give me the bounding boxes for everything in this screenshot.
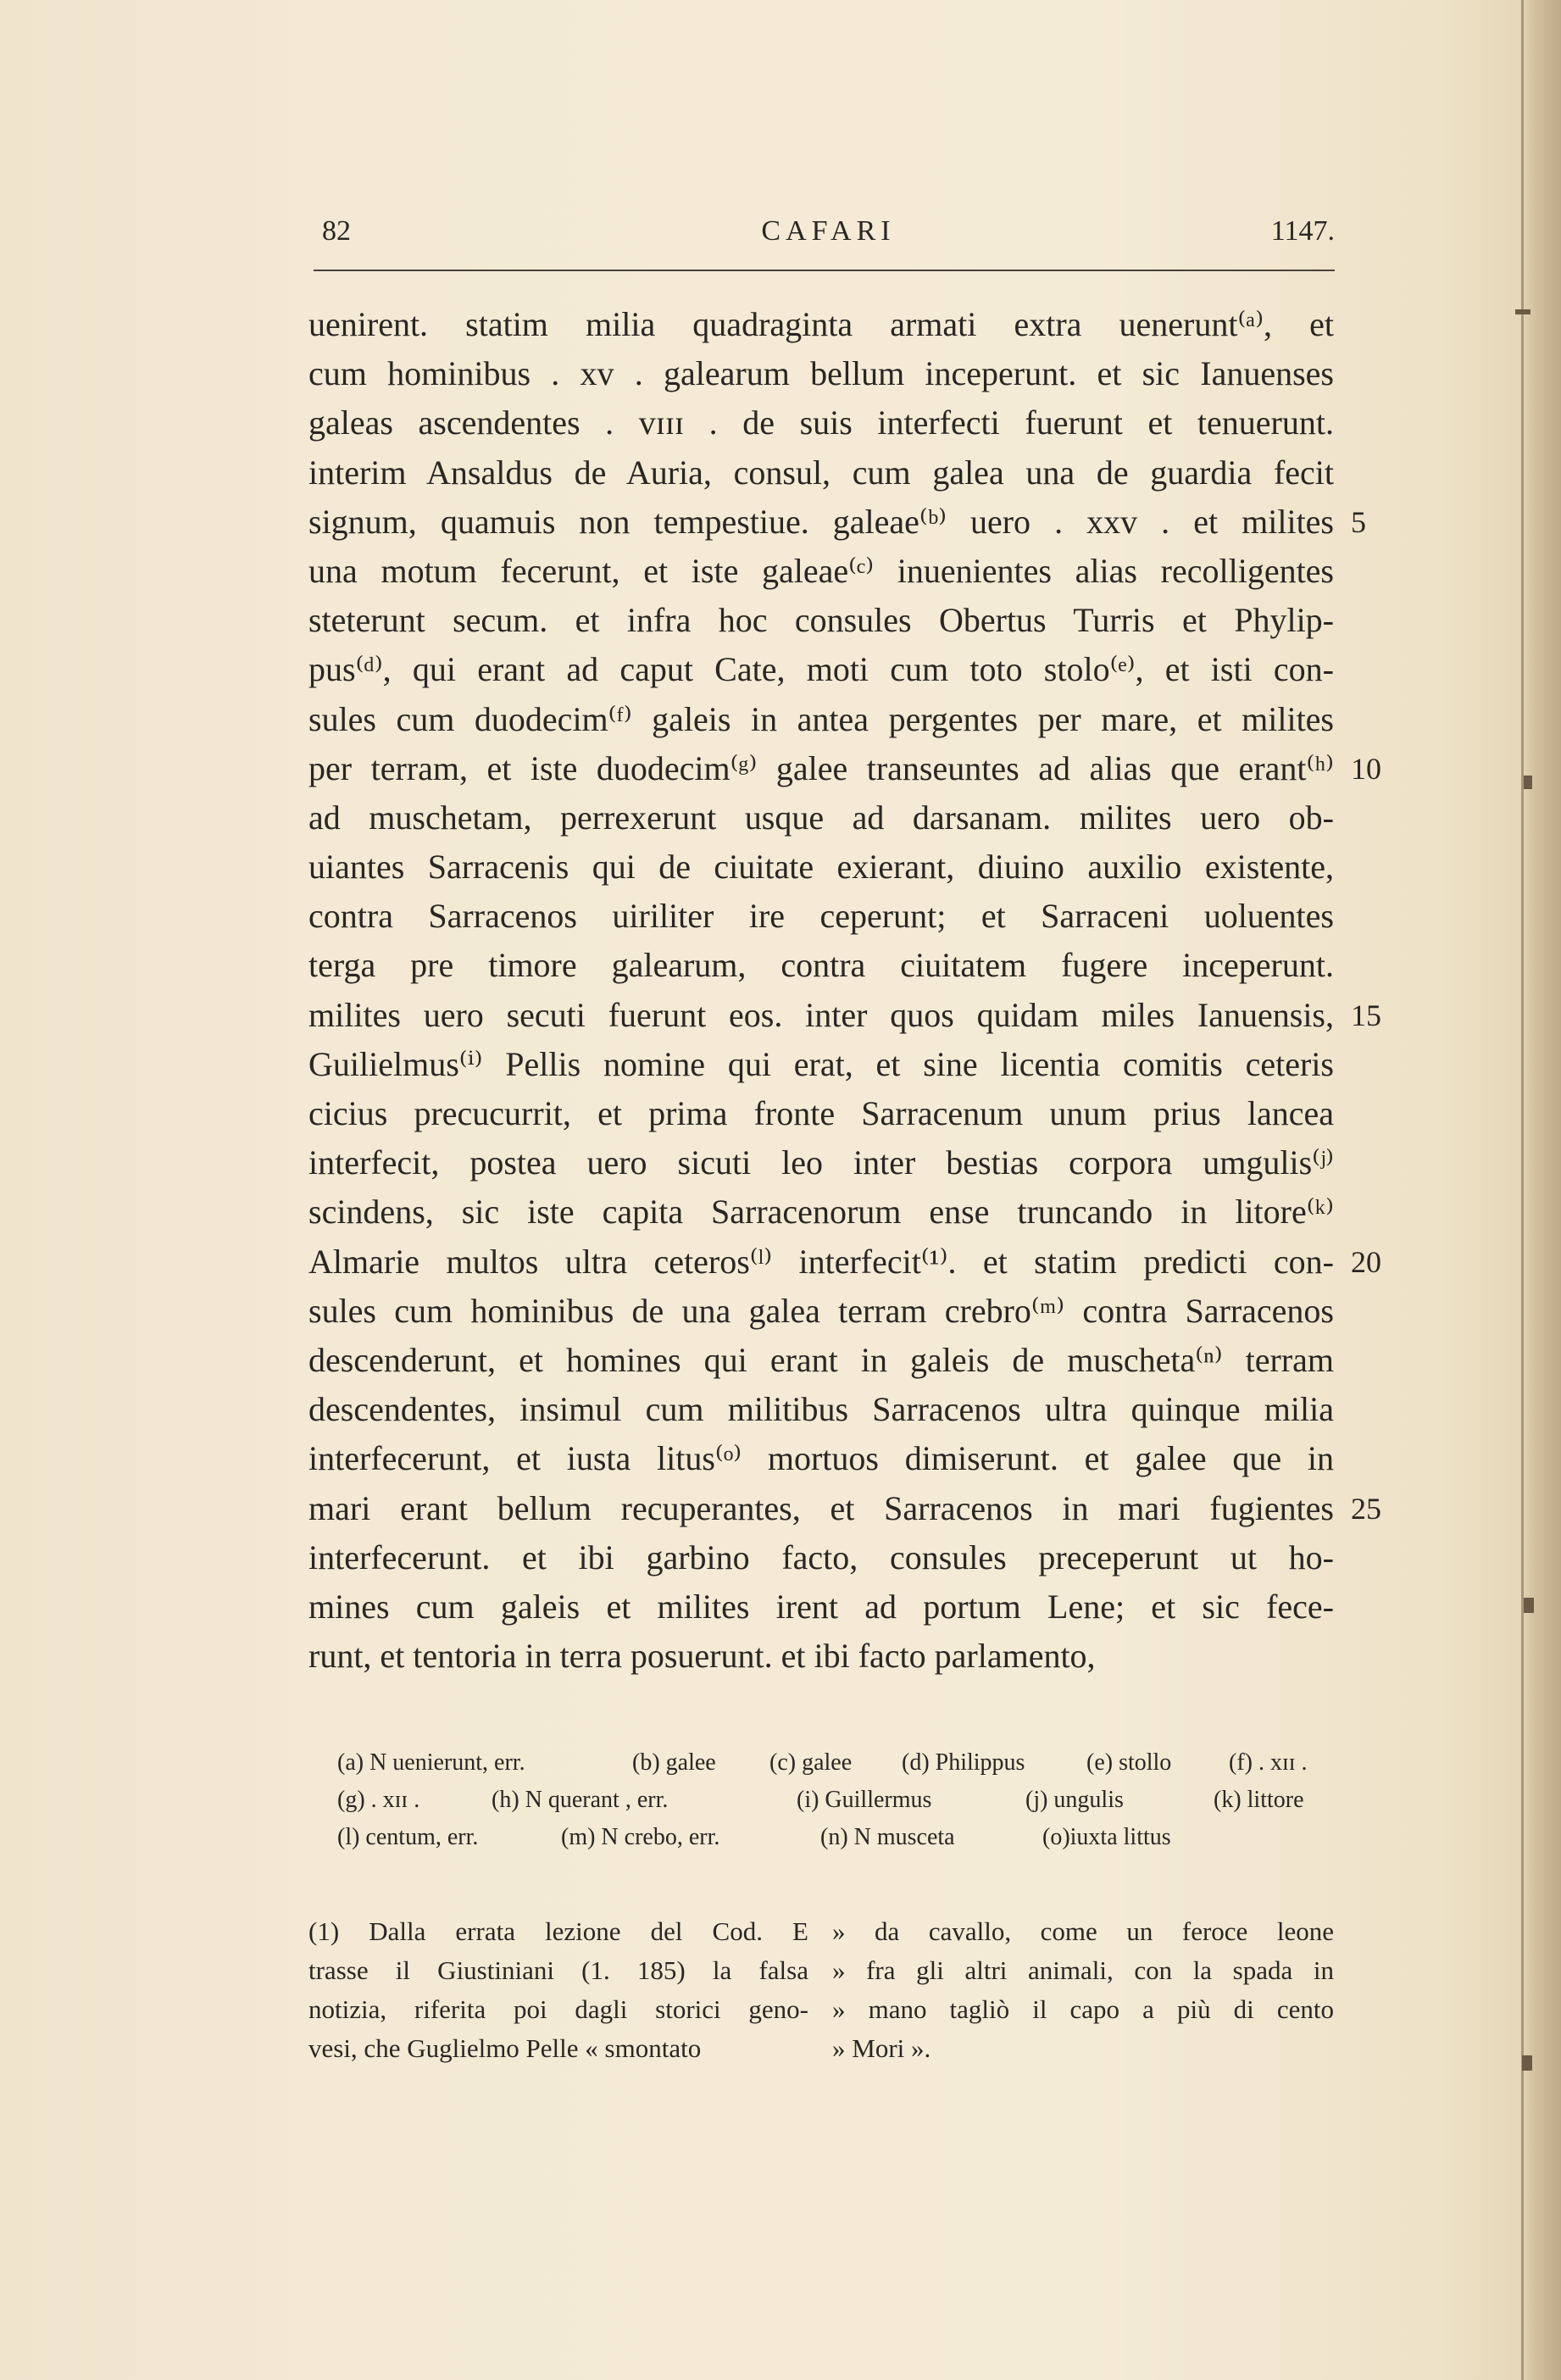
- header-rule: [314, 270, 1335, 271]
- text-line: una motum fecerunt, et iste galeae⁽ᶜ⁾ inuenientes alias recolligentes: [308, 551, 1334, 590]
- text-line: descendentes, insimul cum militibus Sarracenos ultra quinque milia: [308, 1390, 1334, 1429]
- apparatus-note: (n) N musceta: [820, 1824, 955, 1850]
- commentary-line: » mano tagliò il capo a più di cento: [832, 1994, 1334, 2024]
- apparatus-note: (j) ungulis: [1025, 1787, 1124, 1813]
- running-header: [322, 210, 1335, 253]
- apparatus-note: (o)iuxta littus: [1042, 1824, 1171, 1850]
- apparatus-note: (d) Philippus: [902, 1749, 1025, 1776]
- text-line: mari erant bellum recuperantes, et Sarracenos in mari fugientes: [308, 1488, 1334, 1527]
- text-line: steterunt secum. et infra hoc consules Obertus Turris et Phylip-: [308, 601, 1334, 640]
- text-line: uenirent. statim milia quadraginta armati extra uenerunt⁽ᵃ⁾, et: [308, 305, 1334, 343]
- apparatus-note: (k) littore: [1214, 1787, 1304, 1813]
- text-line: descenderunt, et homines qui erant in galeis de muscheta⁽ⁿ⁾ terram: [308, 1340, 1334, 1379]
- commentary-right-column: [832, 1912, 1334, 2068]
- text-line: interfecerunt, et iusta litus⁽ᵒ⁾ mortuos dimiserunt. et galee que in: [308, 1439, 1334, 1478]
- line-number: 5: [1351, 504, 1366, 539]
- text-line: uiantes Sarracenis qui de ciuitate exierant, diuino auxilio existente,: [308, 848, 1334, 887]
- line-number: 20: [1351, 1244, 1381, 1279]
- apparatus-row: [337, 1744, 1329, 1782]
- apparatus-note: (i) Guillermus: [797, 1787, 932, 1813]
- text-line: milites uero secuti fuerunt eos. inter quos quidam miles Ianuensis,: [308, 995, 1334, 1034]
- text-line: Almarie multos ultra ceteros⁽ˡ⁾ interfecit⁽¹⁾. et statim predicti con-: [308, 1242, 1334, 1281]
- page-edge-notch: [1524, 1598, 1534, 1613]
- page-edge-notch: [1515, 309, 1530, 314]
- text-line: galeas ascendentes . ᴠɪɪɪ . de suis interfecti fuerunt et tenuerunt.: [308, 403, 1334, 442]
- page-edge-notch: [1522, 2055, 1532, 2071]
- apparatus-row: [337, 1819, 1329, 1856]
- text-line: terga pre timore galearum, contra ciuitatem fugere inceperunt.: [308, 946, 1334, 985]
- text-line: pus⁽ᵈ⁾, qui erant ad caput Cate, moti cum toto stolo⁽ᵉ⁾, et isti con-: [308, 650, 1334, 689]
- line-number: 15: [1351, 998, 1381, 1032]
- commentary-line: vesi, che Guglielmo Pelle « smontato: [308, 2033, 702, 2063]
- header-year: 1147.: [1270, 215, 1335, 247]
- critical-apparatus: [337, 1744, 1329, 1856]
- commentary-line: » Mori ».: [832, 2033, 931, 2063]
- commentary-left-column: [308, 1912, 808, 2068]
- text-line: cicius precucurrit, et prima fronte Sarracenum unum prius lancea: [308, 1094, 1334, 1132]
- text-line: sules cum duodecim⁽ᶠ⁾ galeis in antea pergentes per mare, et milites: [308, 699, 1334, 738]
- text-line: ad muschetam, perrexerunt usque ad darsanam. milites uero ob-: [308, 798, 1334, 837]
- text-line: signum, quamuis non tempestiue. galeae⁽ᵇ⁾ uero . xxv . et milites: [308, 502, 1334, 541]
- apparatus-note: (g) . xɪɪ .: [337, 1787, 420, 1813]
- text-line: sules cum hominibus de una galea terram crebro⁽ᵐ⁾ contra Sarracenos: [308, 1291, 1334, 1330]
- text-line: scindens, sic iste capita Sarracenorum ense truncando in litore⁽ᵏ⁾: [308, 1193, 1334, 1232]
- apparatus-note: (f) . xɪɪ .: [1229, 1749, 1308, 1776]
- commentary-line: (1) Dalla errata lezione del Cod. E: [308, 1916, 808, 1946]
- text-line: per terram, et iste duodecim⁽ᵍ⁾ galee transeuntes ad alias que erant⁽ʰ⁾: [308, 748, 1334, 787]
- apparatus-note: (l) centum, err.: [337, 1824, 479, 1850]
- text-line: mines cum galeis et milites irent ad portum Lene; et sic fece-: [308, 1587, 1334, 1626]
- line-number: 25: [1351, 1491, 1381, 1526]
- commentary-line: trasse il Giustiniani (1. 185) la falsa: [308, 1955, 808, 1985]
- text-line: Guilielmus⁽ⁱ⁾ Pellis nomine qui erat, et sine licentia comitis ceteris: [308, 1044, 1334, 1083]
- page-number: 82: [322, 215, 351, 247]
- apparatus-note: (c) galee: [769, 1749, 853, 1776]
- page-edge-shadow: [1520, 0, 1561, 2380]
- page-edge-notch: [1524, 776, 1532, 789]
- text-line: contra Sarracenos uiriliter ire ceperunt; et Sarraceni uoluentes: [308, 897, 1334, 936]
- main-text: [308, 300, 1334, 1681]
- apparatus-note: (h) N querant , err.: [492, 1787, 669, 1813]
- apparatus-note: (m) N crebo, err.: [561, 1824, 720, 1850]
- apparatus-row: [337, 1782, 1329, 1819]
- commentary-line: » da cavallo, come un feroce leone: [832, 1916, 1334, 1946]
- apparatus-note: (e) stollo: [1086, 1749, 1172, 1776]
- text-line: runt, et tentoria in terra posuerunt. et ibi facto parlamento,: [308, 1637, 1096, 1676]
- commentary-line: notizia, riferita poi dagli storici geno-: [308, 1994, 808, 2024]
- line-number: 10: [1351, 751, 1381, 786]
- text-line: interim Ansaldus de Auria, consul, cum galea una de guardia fecit: [308, 453, 1334, 492]
- commentary-line: » fra gli altri animali, con la spada in: [832, 1955, 1334, 1985]
- text-line: cum hominibus . xv . galearum bellum inceperunt. et sic Ianuenses: [308, 354, 1334, 393]
- apparatus-note: (a) N uenierunt, err.: [337, 1749, 525, 1776]
- running-title: CAFARI: [761, 215, 896, 247]
- page-edge-line: [1521, 0, 1524, 2380]
- apparatus-note: (b) galee: [632, 1749, 716, 1776]
- text-line: interfecerunt. et ibi garbino facto, consules preceperunt ut ho-: [308, 1538, 1334, 1576]
- text-line: interfecit, postea uero sicuti leo inter bestias corpora umgulis⁽ʲ⁾: [308, 1143, 1334, 1182]
